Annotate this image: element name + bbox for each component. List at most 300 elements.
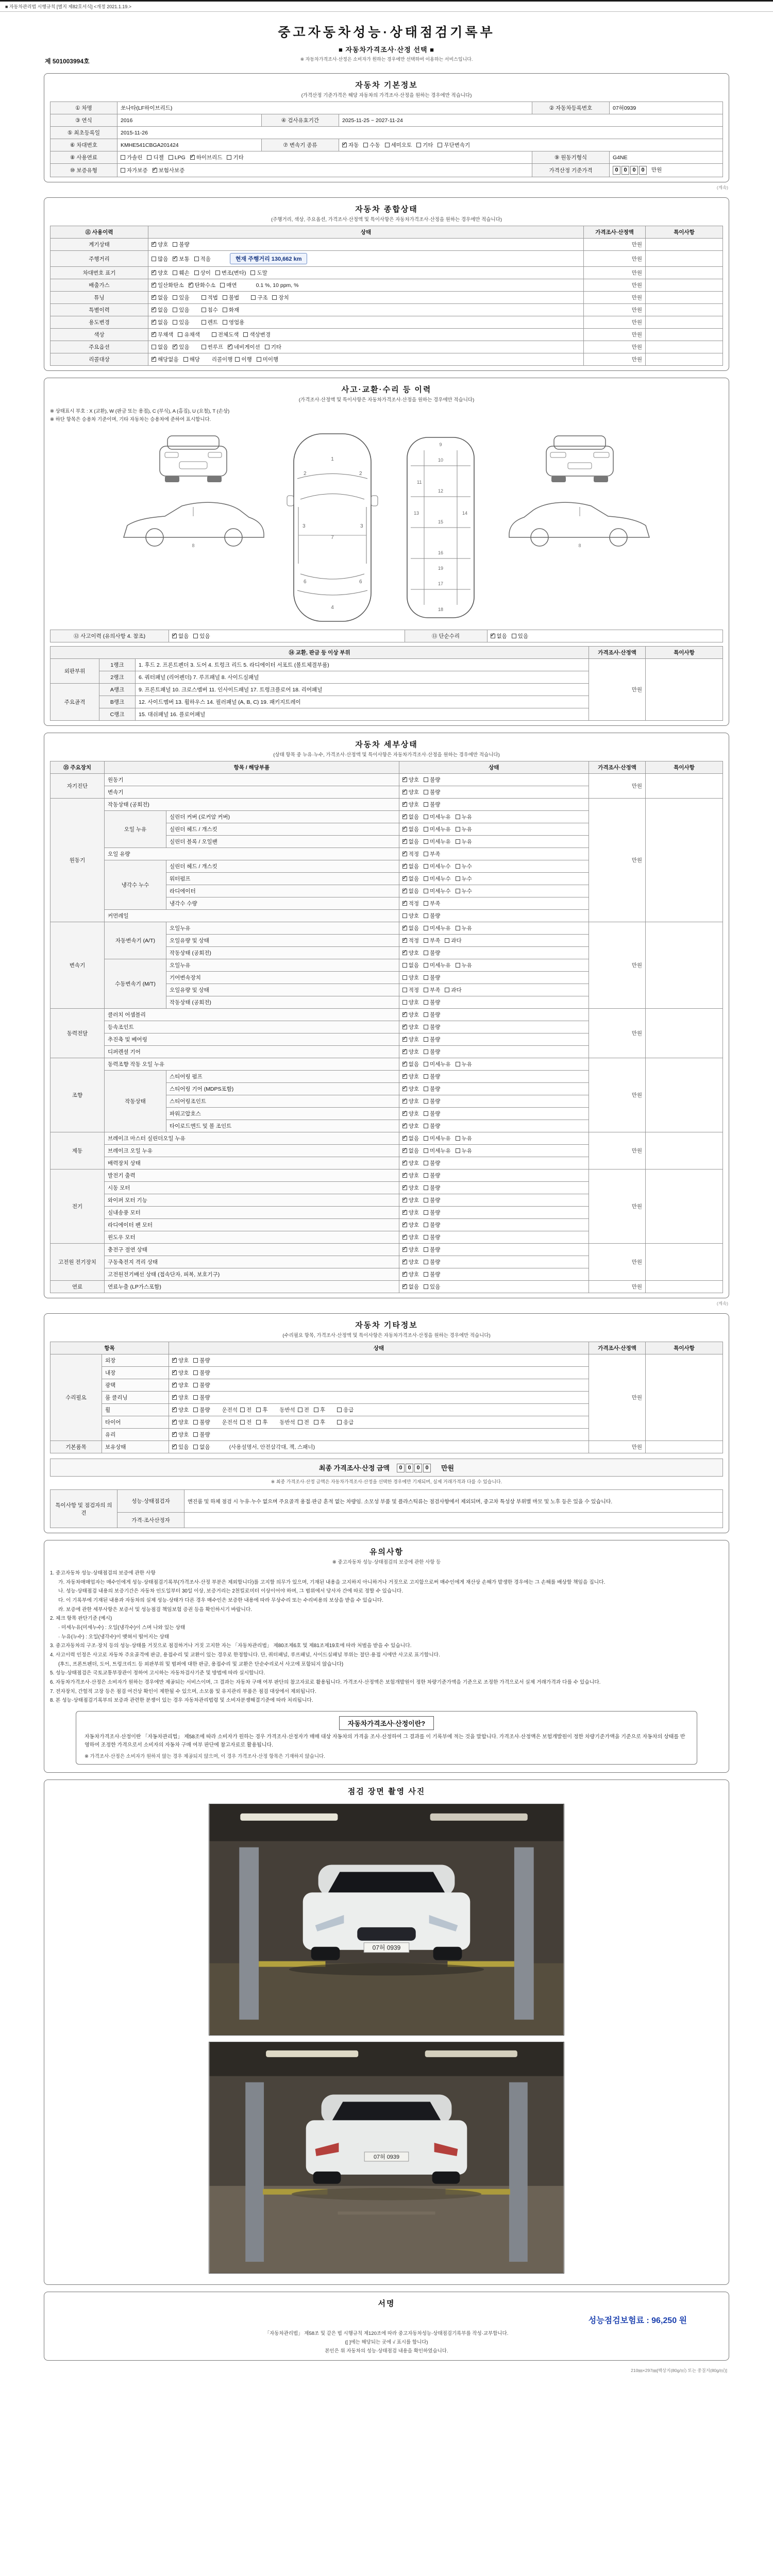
checkbox[interactable] — [424, 1161, 428, 1165]
checkbox[interactable] — [152, 295, 156, 300]
checkbox-option[interactable]: 기타 — [227, 155, 243, 161]
checkbox-option[interactable]: 무단변속기 — [438, 142, 470, 148]
checkbox-option[interactable]: 불량 — [424, 1234, 440, 1241]
checkbox[interactable] — [402, 1087, 407, 1091]
checkbox-option[interactable]: 불량 — [424, 1074, 440, 1080]
checkbox-option[interactable]: 불량 — [424, 1012, 440, 1018]
checkbox-option[interactable]: ✓ 양호 — [402, 1123, 419, 1129]
checkbox[interactable] — [402, 1185, 407, 1190]
checkbox-option[interactable]: ✓ 양호 — [402, 1086, 419, 1092]
checkbox[interactable] — [424, 975, 428, 980]
checkbox[interactable] — [402, 1025, 407, 1029]
checkbox-option[interactable]: 양호 — [402, 999, 419, 1006]
checkbox-option[interactable]: 불량 — [424, 1037, 440, 1043]
checkbox-option[interactable]: 영업용 — [223, 319, 244, 326]
checkbox-option[interactable]: ✓ 없음 — [402, 863, 419, 870]
checkbox-option[interactable]: ✓ 양호 — [172, 1419, 189, 1426]
checkbox-option[interactable]: 후 — [314, 1419, 325, 1426]
checkbox[interactable] — [212, 332, 216, 337]
checkbox-option[interactable]: 불량 — [173, 242, 189, 248]
checkbox-option[interactable]: 미이행 — [257, 357, 278, 363]
checkbox[interactable] — [172, 1408, 177, 1412]
checkbox[interactable] — [456, 827, 460, 832]
checkbox-option[interactable]: 불량 — [424, 1185, 440, 1191]
checkbox[interactable] — [402, 1198, 407, 1202]
checkbox[interactable] — [256, 1408, 261, 1412]
checkbox[interactable] — [189, 283, 193, 287]
checkbox[interactable] — [424, 876, 428, 881]
checkbox[interactable] — [456, 1148, 460, 1153]
checkbox[interactable] — [152, 345, 156, 349]
checkbox[interactable] — [424, 1111, 428, 1116]
checkbox[interactable] — [402, 777, 407, 782]
checkbox[interactable] — [147, 155, 152, 160]
checkbox-option[interactable]: 누수 — [456, 863, 472, 870]
checkbox[interactable] — [424, 1223, 428, 1227]
checkbox[interactable] — [424, 1210, 428, 1215]
checkbox-option[interactable]: 장치 — [272, 295, 289, 301]
checkbox[interactable] — [491, 634, 495, 638]
checkbox[interactable] — [512, 634, 516, 638]
checkbox-option[interactable]: ✓ 양호 — [402, 1024, 419, 1030]
checkbox-option[interactable]: ✓ 양호 — [402, 1197, 419, 1204]
checkbox-option[interactable]: 불량 — [424, 1160, 440, 1166]
checkbox[interactable] — [121, 155, 125, 160]
checkbox-option[interactable]: 불량 — [424, 1049, 440, 1055]
checkbox[interactable] — [456, 963, 460, 968]
checkbox[interactable] — [424, 852, 428, 856]
checkbox[interactable] — [172, 1420, 177, 1425]
checkbox[interactable] — [314, 1408, 318, 1412]
checkbox-option[interactable]: 미세누유 — [424, 925, 451, 931]
checkbox-option[interactable]: 부족 — [424, 987, 440, 993]
checkbox-option[interactable]: 미세누수 — [424, 888, 451, 894]
checkbox-option[interactable]: 있음 — [512, 633, 528, 639]
checkbox-option[interactable]: ✓ 일산화탄소 — [152, 282, 184, 289]
checkbox-option[interactable]: 부족 — [424, 901, 440, 907]
checkbox[interactable] — [173, 257, 177, 261]
checkbox[interactable] — [456, 839, 460, 844]
checkbox-option[interactable]: ✓ 자동 — [342, 142, 359, 148]
checkbox-option[interactable]: 해당 — [183, 357, 200, 363]
checkbox[interactable] — [424, 889, 428, 893]
checkbox[interactable] — [424, 1136, 428, 1141]
checkbox[interactable] — [402, 901, 407, 906]
checkbox-option[interactable]: 디젤 — [147, 155, 163, 161]
checkbox[interactable] — [402, 876, 407, 881]
checkbox[interactable] — [172, 1395, 177, 1400]
checkbox[interactable] — [337, 1420, 342, 1425]
checkbox[interactable] — [227, 155, 231, 160]
checkbox[interactable] — [424, 1124, 428, 1128]
checkbox[interactable] — [402, 852, 407, 856]
checkbox-option[interactable]: 누유 — [456, 1148, 472, 1154]
checkbox[interactable] — [402, 1173, 407, 1178]
checkbox-option[interactable]: 미세누유 — [424, 1148, 451, 1154]
checkbox[interactable] — [173, 270, 177, 275]
checkbox-option[interactable]: ✓ 네비게이션 — [228, 344, 260, 350]
checkbox-option[interactable]: 양호 — [402, 975, 419, 981]
checkbox[interactable] — [424, 1272, 428, 1277]
checkbox-option[interactable]: 색상변경 — [243, 332, 271, 338]
checkbox-option[interactable]: ✓ 양호 — [402, 1111, 419, 1117]
checkbox[interactable] — [456, 926, 460, 930]
checkbox-option[interactable]: ✓ 보험사보증 — [153, 167, 185, 174]
checkbox-option[interactable]: 누유 — [456, 925, 472, 931]
checkbox[interactable] — [424, 963, 428, 968]
checkbox[interactable] — [402, 975, 407, 980]
checkbox-option[interactable]: ✓ 있음 — [172, 1444, 189, 1450]
checkbox[interactable] — [424, 827, 428, 832]
checkbox-option[interactable]: ✓ 양호 — [402, 950, 419, 956]
checkbox-option[interactable]: 불량 — [424, 950, 440, 956]
checkbox[interactable] — [424, 777, 428, 782]
checkbox-option[interactable]: ✓ 양호 — [402, 1222, 419, 1228]
checkbox[interactable] — [193, 1408, 198, 1412]
checkbox[interactable] — [173, 242, 177, 247]
checkbox-option[interactable]: 전 — [240, 1407, 251, 1413]
checkbox[interactable] — [402, 913, 407, 918]
checkbox-option[interactable]: ✓ 양호 — [402, 1173, 419, 1179]
checkbox-option[interactable]: ✓ 양호 — [172, 1432, 189, 1438]
checkbox-option[interactable]: 기타 — [265, 344, 281, 350]
checkbox[interactable] — [402, 1099, 407, 1104]
checkbox[interactable] — [201, 320, 206, 325]
checkbox-option[interactable]: ✓ 없음 — [402, 888, 419, 894]
checkbox-option[interactable]: ✓ 양호 — [402, 1234, 419, 1241]
checkbox-option[interactable]: 많음 — [152, 256, 168, 262]
checkbox[interactable] — [172, 1432, 177, 1437]
checkbox[interactable] — [424, 864, 428, 869]
checkbox-option[interactable]: 화재 — [223, 307, 239, 313]
checkbox-option[interactable]: 전체도색 — [212, 332, 239, 338]
checkbox[interactable] — [424, 1247, 428, 1252]
checkbox[interactable] — [298, 1408, 303, 1412]
checkbox[interactable] — [172, 1358, 177, 1363]
checkbox[interactable] — [424, 926, 428, 930]
checkbox[interactable] — [193, 1358, 198, 1363]
checkbox-option[interactable]: ✓ 양호 — [172, 1358, 189, 1364]
checkbox-option[interactable]: ✓ 양호 — [402, 1247, 419, 1253]
checkbox-option[interactable]: 후 — [256, 1419, 267, 1426]
checkbox-option[interactable]: 누유 — [456, 962, 472, 969]
checkbox[interactable] — [169, 155, 173, 160]
checkbox[interactable] — [257, 357, 261, 362]
checkbox[interactable] — [223, 308, 227, 312]
checkbox-option[interactable]: 없음 — [193, 1444, 210, 1450]
checkbox-option[interactable]: 전 — [298, 1407, 309, 1413]
checkbox-option[interactable]: 불량 — [424, 975, 440, 981]
checkbox-option[interactable]: ✓ 없음 — [402, 1061, 419, 1067]
checkbox-option[interactable]: ✓ 없음 — [402, 814, 419, 820]
checkbox[interactable] — [424, 1087, 428, 1091]
checkbox[interactable] — [201, 345, 206, 349]
checkbox-option[interactable]: 불량 — [193, 1432, 210, 1438]
checkbox-option[interactable]: 불량 — [424, 1247, 440, 1253]
checkbox[interactable] — [402, 1012, 407, 1017]
checkbox-option[interactable]: 불량 — [424, 1272, 440, 1278]
checkbox-option[interactable]: ✓ 적정 — [402, 938, 419, 944]
checkbox-option[interactable]: ✓ 해당없음 — [152, 357, 179, 363]
checkbox-option[interactable]: ✓ 없음 — [152, 307, 168, 313]
checkbox-option[interactable]: 후 — [314, 1407, 325, 1413]
checkbox-option[interactable]: 미세누유 — [424, 839, 451, 845]
checkbox[interactable] — [402, 1210, 407, 1215]
checkbox-option[interactable]: ✓ 보통 — [173, 256, 189, 262]
checkbox-option[interactable]: 전 — [298, 1419, 309, 1426]
checkbox-option[interactable]: 유채색 — [178, 332, 199, 338]
checkbox-option[interactable]: 불량 — [424, 1259, 440, 1265]
checkbox[interactable] — [152, 283, 156, 287]
checkbox-option[interactable]: 매연 — [220, 282, 237, 289]
checkbox[interactable] — [424, 1049, 428, 1054]
checkbox[interactable] — [193, 1370, 198, 1375]
checkbox-option[interactable]: 있음 — [173, 295, 189, 301]
checkbox-option[interactable]: 있음 — [193, 633, 210, 639]
checkbox-option[interactable]: 불량 — [424, 1173, 440, 1179]
checkbox-option[interactable]: 과다 — [445, 938, 461, 944]
checkbox[interactable] — [402, 1161, 407, 1165]
checkbox-option[interactable]: 미세누유 — [424, 1136, 451, 1142]
checkbox-option[interactable]: ✓ 탄화수소 — [189, 282, 216, 289]
checkbox-option[interactable]: 침수 — [201, 307, 218, 313]
checkbox[interactable] — [215, 270, 220, 275]
checkbox[interactable] — [152, 257, 156, 261]
checkbox-option[interactable]: ✓ 무채색 — [152, 332, 173, 338]
checkbox-option[interactable]: 불법 — [223, 295, 239, 301]
checkbox-option[interactable]: ✓ 없음 — [402, 1148, 419, 1154]
checkbox-option[interactable]: ✓ 없음 — [491, 633, 507, 639]
checkbox-option[interactable]: 미세누유 — [424, 962, 451, 969]
checkbox-option[interactable]: 자가보증 — [121, 167, 148, 174]
checkbox[interactable] — [424, 1000, 428, 1005]
checkbox[interactable] — [243, 332, 248, 337]
checkbox[interactable] — [402, 926, 407, 930]
checkbox[interactable] — [424, 815, 428, 819]
checkbox[interactable] — [272, 295, 277, 300]
checkbox[interactable] — [173, 320, 177, 325]
checkbox-option[interactable]: ✓ 양호 — [402, 777, 419, 783]
checkbox[interactable] — [402, 938, 407, 943]
checkbox[interactable] — [402, 1000, 407, 1005]
checkbox-option[interactable]: 불량 — [424, 777, 440, 783]
checkbox-option[interactable]: 불량 — [193, 1419, 210, 1426]
checkbox-option[interactable]: 적정 — [402, 987, 419, 993]
checkbox-option[interactable]: 이행 — [235, 357, 251, 363]
checkbox-option[interactable]: ✓ 양호 — [402, 1037, 419, 1043]
checkbox[interactable] — [456, 1136, 460, 1141]
checkbox-option[interactable]: ✓ 양호 — [172, 1395, 189, 1401]
checkbox[interactable] — [173, 308, 177, 312]
checkbox[interactable] — [194, 270, 199, 275]
checkbox-option[interactable]: 도말 — [250, 270, 267, 276]
checkbox[interactable] — [445, 938, 449, 943]
checkbox[interactable] — [402, 889, 407, 893]
checkbox[interactable] — [402, 790, 407, 794]
checkbox-option[interactable]: 미세누수 — [424, 863, 451, 870]
checkbox[interactable] — [402, 1049, 407, 1054]
checkbox[interactable] — [172, 634, 177, 638]
checkbox[interactable] — [424, 1012, 428, 1017]
checkbox-option[interactable]: ✓ 양호 — [172, 1407, 189, 1413]
checkbox[interactable] — [172, 1370, 177, 1375]
checkbox-option[interactable]: 기타 — [416, 142, 433, 148]
checkbox[interactable] — [193, 1395, 198, 1400]
checkbox-option[interactable]: 부족 — [424, 938, 440, 944]
checkbox[interactable] — [193, 1420, 198, 1425]
checkbox-option[interactable]: 있음 — [424, 1284, 440, 1290]
checkbox[interactable] — [152, 270, 156, 275]
checkbox-option[interactable]: 가솔린 — [121, 155, 142, 161]
checkbox[interactable] — [402, 1272, 407, 1277]
checkbox[interactable] — [402, 1235, 407, 1240]
checkbox-option[interactable]: 불량 — [424, 1024, 440, 1030]
checkbox-option[interactable]: 누유 — [456, 826, 472, 833]
checkbox[interactable] — [402, 839, 407, 844]
checkbox-option[interactable]: ✓ 양호 — [172, 1382, 189, 1388]
checkbox-option[interactable]: 미세누유 — [424, 1061, 451, 1067]
checkbox-option[interactable]: 누유 — [456, 839, 472, 845]
checkbox-option[interactable]: 불량 — [424, 1123, 440, 1129]
checkbox[interactable] — [424, 951, 428, 955]
checkbox-option[interactable]: 불량 — [424, 1098, 440, 1105]
checkbox-option[interactable]: 누수 — [456, 876, 472, 882]
checkbox-option[interactable]: ✓ 양호 — [402, 1185, 419, 1191]
checkbox[interactable] — [190, 155, 195, 160]
checkbox[interactable] — [402, 1124, 407, 1128]
checkbox[interactable] — [456, 1062, 460, 1066]
checkbox-option[interactable]: ✓ 없음 — [402, 925, 419, 931]
checkbox[interactable] — [172, 1445, 177, 1449]
checkbox-option[interactable]: ✓ 양호 — [402, 1074, 419, 1080]
checkbox-option[interactable]: ✓ 양호 — [402, 802, 419, 808]
checkbox[interactable] — [456, 815, 460, 819]
checkbox[interactable] — [424, 1037, 428, 1042]
checkbox-option[interactable]: 미세누유 — [424, 826, 451, 833]
checkbox-option[interactable]: ✓ 없음 — [402, 826, 419, 833]
checkbox[interactable] — [265, 345, 270, 349]
checkbox[interactable] — [314, 1420, 318, 1425]
checkbox[interactable] — [424, 1025, 428, 1029]
checkbox[interactable] — [342, 143, 347, 147]
checkbox[interactable] — [251, 295, 256, 300]
checkbox[interactable] — [402, 1062, 407, 1066]
checkbox-option[interactable]: 불량 — [424, 789, 440, 795]
checkbox[interactable] — [337, 1408, 342, 1412]
checkbox[interactable] — [178, 332, 182, 337]
checkbox[interactable] — [402, 815, 407, 819]
checkbox[interactable] — [152, 308, 156, 312]
checkbox[interactable] — [152, 320, 156, 325]
checkbox-option[interactable]: 불량 — [424, 913, 440, 919]
checkbox[interactable] — [424, 1062, 428, 1066]
checkbox[interactable] — [173, 345, 177, 349]
checkbox[interactable] — [152, 242, 156, 247]
checkbox[interactable] — [201, 308, 206, 312]
checkbox-option[interactable]: ✓ 양호 — [172, 1370, 189, 1376]
checkbox[interactable] — [201, 295, 206, 300]
checkbox-option[interactable]: ✓ 없음 — [402, 1284, 419, 1290]
checkbox[interactable] — [240, 1420, 245, 1425]
checkbox-option[interactable]: 미세누수 — [424, 876, 451, 882]
checkbox[interactable] — [402, 1223, 407, 1227]
checkbox[interactable] — [402, 1260, 407, 1264]
checkbox-option[interactable]: 응급 — [337, 1407, 354, 1413]
checkbox[interactable] — [402, 951, 407, 955]
checkbox-option[interactable]: ✓ 양호 — [402, 1160, 419, 1166]
checkbox-option[interactable]: 세미오토 — [385, 142, 412, 148]
checkbox[interactable] — [183, 357, 188, 362]
checkbox[interactable] — [153, 168, 157, 173]
checkbox-option[interactable]: 누수 — [456, 888, 472, 894]
checkbox-option[interactable]: 누유 — [456, 1136, 472, 1142]
checkbox[interactable] — [438, 143, 442, 147]
checkbox-option[interactable]: 적법 — [201, 295, 218, 301]
checkbox[interactable] — [424, 790, 428, 794]
checkbox[interactable] — [456, 889, 460, 893]
checkbox[interactable] — [402, 1148, 407, 1153]
checkbox[interactable] — [193, 1445, 198, 1449]
checkbox-option[interactable]: 불량 — [193, 1395, 210, 1401]
checkbox-option[interactable]: 렌트 — [201, 319, 218, 326]
checkbox[interactable] — [228, 345, 232, 349]
checkbox-option[interactable]: 누유 — [456, 1061, 472, 1067]
checkbox[interactable] — [445, 988, 449, 992]
checkbox[interactable] — [193, 634, 198, 638]
checkbox[interactable] — [240, 1408, 245, 1412]
checkbox-option[interactable]: 부족 — [424, 851, 440, 857]
checkbox[interactable] — [402, 1284, 407, 1289]
checkbox[interactable] — [385, 143, 390, 147]
checkbox[interactable] — [424, 1185, 428, 1190]
checkbox[interactable] — [402, 1136, 407, 1141]
checkbox-option[interactable]: 있음 — [173, 319, 189, 326]
checkbox[interactable] — [424, 1173, 428, 1178]
checkbox-option[interactable]: 불량 — [193, 1370, 210, 1376]
checkbox[interactable] — [424, 802, 428, 807]
checkbox-option[interactable]: 불량 — [424, 1111, 440, 1117]
checkbox-option[interactable]: 없음 — [152, 344, 168, 350]
checkbox[interactable] — [402, 963, 407, 968]
checkbox[interactable] — [220, 283, 225, 287]
checkbox[interactable] — [250, 270, 255, 275]
checkbox[interactable] — [424, 988, 428, 992]
checkbox-option[interactable]: 불량 — [424, 999, 440, 1006]
checkbox[interactable] — [298, 1420, 303, 1425]
checkbox[interactable] — [424, 938, 428, 943]
checkbox-option[interactable]: 불량 — [193, 1382, 210, 1388]
checkbox-option[interactable]: ✓ 양호 — [402, 1210, 419, 1216]
checkbox[interactable] — [456, 864, 460, 869]
checkbox-option[interactable]: 과다 — [445, 987, 461, 993]
checkbox[interactable] — [402, 864, 407, 869]
checkbox-option[interactable]: ✓ 없음 — [172, 633, 189, 639]
checkbox-option[interactable]: ✓ 없음 — [152, 319, 168, 326]
checkbox-option[interactable]: 불량 — [424, 802, 440, 808]
checkbox-option[interactable]: ✓ 적정 — [402, 901, 419, 907]
checkbox-option[interactable]: 수동 — [363, 142, 380, 148]
checkbox[interactable] — [121, 168, 125, 173]
checkbox-option[interactable]: ✓ 양호 — [402, 1259, 419, 1265]
checkbox[interactable] — [152, 357, 156, 362]
checkbox-option[interactable]: ✓ 양호 — [402, 1049, 419, 1055]
checkbox[interactable] — [424, 1284, 428, 1289]
checkbox[interactable] — [402, 1247, 407, 1252]
checkbox-option[interactable]: 누유 — [456, 814, 472, 820]
checkbox[interactable] — [424, 1198, 428, 1202]
checkbox[interactable] — [172, 1383, 177, 1387]
checkbox[interactable] — [363, 143, 368, 147]
